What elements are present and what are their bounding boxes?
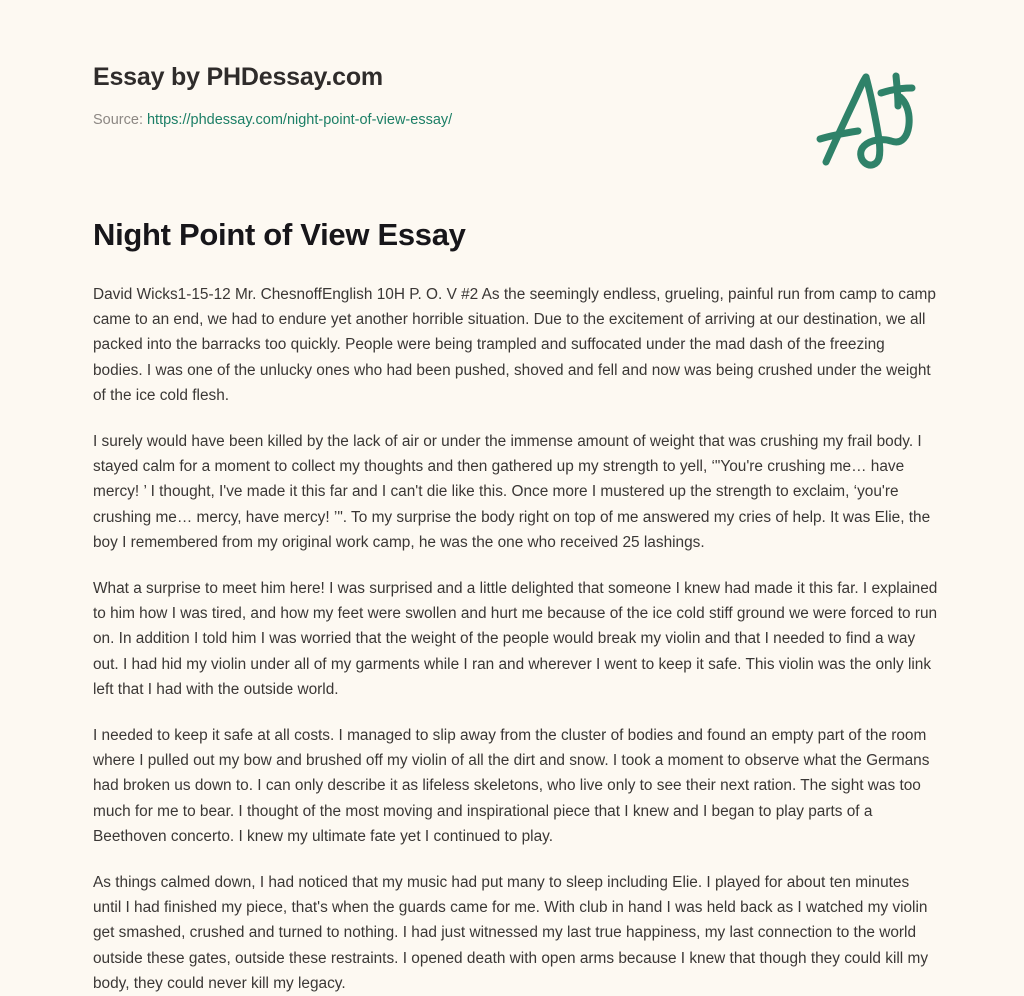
essay-paragraph: I surely would have been killed by the lack of air or under the immense amount of weight that was crushing my frail body. I stayed calm for a moment to collect my thoughts and then gathered up my strength to yell, ‘"You're crushing me… have mercy! ’ I thought, I've made it this far and I can't die like this. Once more I mustered up the strength to exclaim, ‘you're crushing me… mercy, have mercy! ’". To my surprise the body right on top of me answered my cries of help. It was Elie, the boy I remembered from my original work camp, he was the one who received 25 lashings. bbox=[93, 433, 931, 551]
essay-body bbox=[93, 282, 938, 996]
source-url-link[interactable]: https://phdessay.com/night-point-of-view-essay/ bbox=[146, 112, 453, 128]
essay-paragraph: I needed to keep it safe at all costs. I managed to slip away from the cluster of bodies and found an empty part of the room where I pulled out my bow and brushed off my violin of all the dirt and snow. I took a moment to observe what the Germans had broken us down to. I can only describe it as lifeless skeletons, who live only to see their next ration. The sight was too much for me to bear. I thought of the most moving and inspirational piece that I knew and I began to play parts of a Beethoven concerto. I knew my ultimate fate yet I continued to play. bbox=[93, 727, 930, 845]
essay-paragraph: What a surprise to meet him here! I was surprised and a little delighted that someone I knew had made it this far. I explained to him how I was tired, and how my feet were swollen and hurt me because of the ice cold stiff ground we were forced to run on. In addition I told him I was worried that the weight of the people would break my violin and that I needed to find a way out. I had hid my violin under all of my garments while I ran and wherever I went to keep it safe. This violin was the only link left that I had with the outside world. bbox=[93, 580, 938, 698]
a-plus-logo[interactable] bbox=[812, 66, 932, 171]
essay-paragraph: David Wicks1-15-12 Mr. ChesnoffEnglish 10H P. O. V #2 As the seemingly endless, grueling, painful run from camp to camp came to an end, we had to endure yet another horrible situation. Due to the excitement of arriving at our destination, we all packed into the barracks too quickly. People were being trampled and suffocated under the mad dash of the freezing bodies. I was one of the unlucky ones who had been pushed, shoved and fell and now was being crushed under the weight of the ice cold flesh. bbox=[93, 286, 936, 404]
page-title: Night Point of View Essay bbox=[93, 217, 466, 252]
source-label: Source: bbox=[93, 112, 143, 128]
essay-paragraph: As things calmed down, I had noticed that my music had put many to sleep including Elie. I played for about ten minutes until I had finished my piece, that's when the guards came for me. With club in hand I was held back as I watched my violin get smashed, crushed and turned to nothing. I had just witnessed my last true happiness, my last connection to the world outside these gates, outside these restraints. I opened death with open arms because I knew that though they could kill my body, they could never kill my legacy. bbox=[93, 874, 929, 992]
byline: Essay by PHDessay.com bbox=[93, 63, 383, 91]
